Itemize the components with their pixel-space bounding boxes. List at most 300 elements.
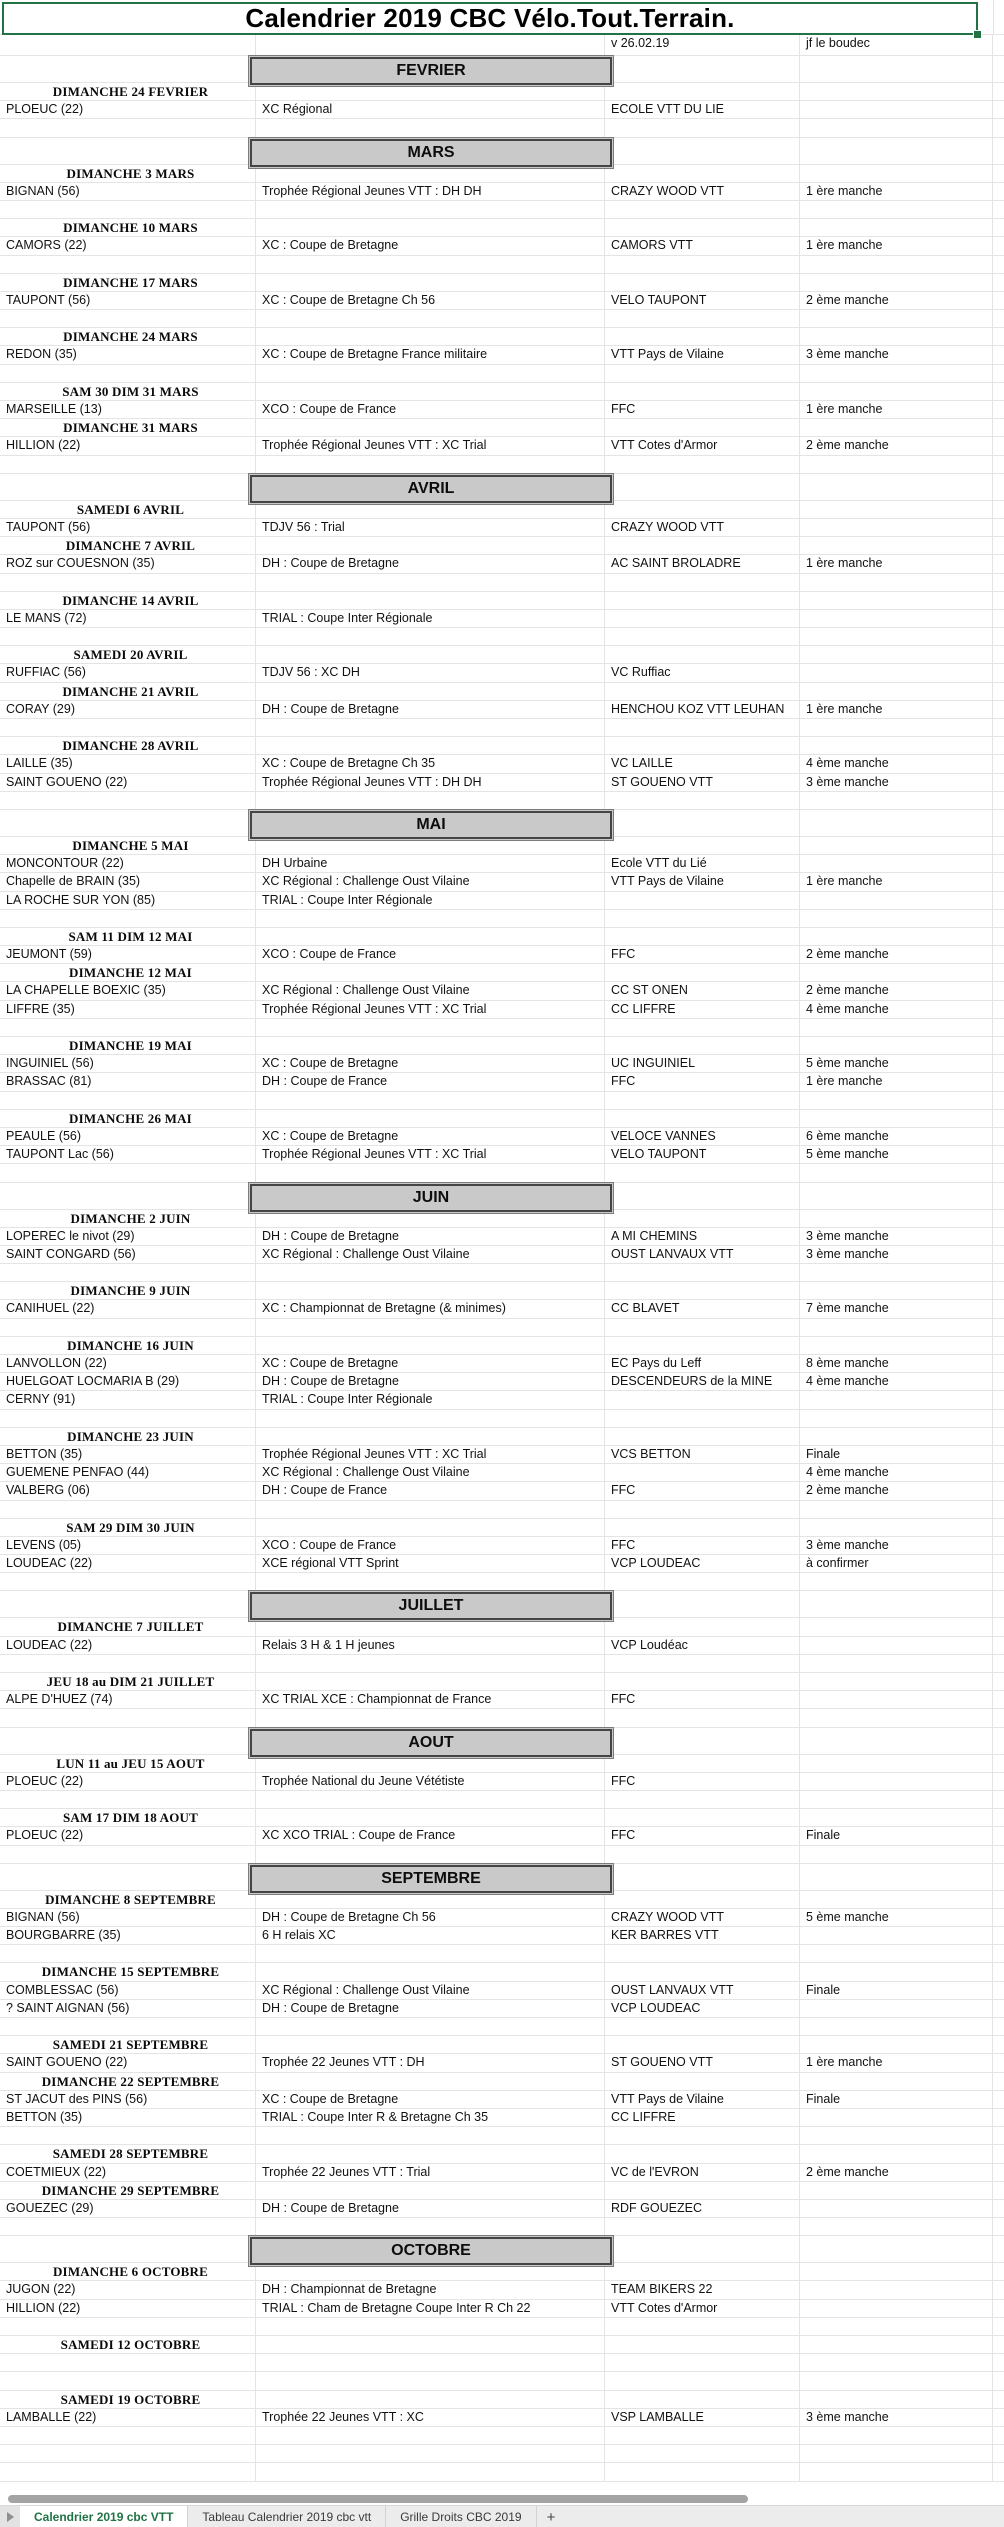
cell[interactable]	[993, 83, 1004, 100]
cell-club[interactable]: OUST LANVAUX VTT	[605, 1982, 800, 1999]
cell[interactable]	[256, 1891, 605, 1908]
cell-round[interactable]: Finale	[800, 1446, 993, 1463]
cell[interactable]	[993, 346, 1004, 363]
cell-event[interactable]: XCO : Coupe de France	[256, 946, 605, 963]
cell[interactable]	[993, 383, 1004, 400]
cell[interactable]	[800, 2391, 993, 2408]
cell[interactable]	[800, 1591, 993, 1617]
cell-event[interactable]: Trophée Régional Jeunes VTT : DH DH	[256, 774, 605, 791]
cell-round[interactable]: 1 ère manche	[800, 237, 993, 254]
cell[interactable]	[256, 1282, 605, 1299]
cell[interactable]	[993, 1146, 1004, 1163]
cell-club[interactable]: VTT Pays de Vilaine	[605, 2091, 800, 2108]
cell[interactable]	[256, 2391, 605, 2408]
cell[interactable]	[993, 1618, 1004, 1635]
cell[interactable]	[256, 737, 605, 754]
cell[interactable]	[605, 2372, 800, 2389]
cell-club[interactable]: FFC	[605, 401, 800, 418]
cell[interactable]	[605, 2463, 800, 2480]
cell-round[interactable]	[800, 892, 993, 909]
cell[interactable]	[993, 2054, 1004, 2071]
cell[interactable]	[993, 1809, 1004, 1826]
cell[interactable]	[993, 1982, 1004, 1999]
cell[interactable]	[256, 274, 605, 291]
cell-date-label[interactable]: DIMANCHE 8 SEPTEMBRE	[0, 1891, 256, 1908]
cell-event[interactable]: DH : Coupe de Bretagne	[256, 2000, 605, 2017]
cell[interactable]	[605, 646, 800, 663]
cell[interactable]	[605, 1282, 800, 1299]
cell-event[interactable]: DH : Coupe de Bretagne	[256, 1228, 605, 1245]
cell[interactable]	[605, 964, 800, 981]
cell-round[interactable]: 3 ème manche	[800, 1228, 993, 1245]
cell[interactable]	[800, 2036, 993, 2053]
cell[interactable]	[256, 2318, 605, 2335]
cell-club[interactable]: CC LIFFRE	[605, 2109, 800, 2126]
cell[interactable]	[800, 1809, 993, 1826]
cell[interactable]	[256, 2182, 605, 2199]
cell[interactable]	[800, 1755, 993, 1772]
cell-location[interactable]: TAUPONT (56)	[0, 519, 256, 536]
cell[interactable]	[605, 328, 800, 345]
cell[interactable]	[0, 2127, 256, 2144]
cell[interactable]	[800, 2354, 993, 2371]
cell[interactable]	[993, 2336, 1004, 2353]
cell-location[interactable]: ST JACUT des PINS (56)	[0, 2091, 256, 2108]
cell-event[interactable]: DH : Coupe de Bretagne	[256, 2200, 605, 2217]
cell-round[interactable]: 6 ème manche	[800, 1128, 993, 1145]
cell[interactable]	[256, 1092, 605, 1109]
cell-club[interactable]: VTT Pays de Vilaine	[605, 873, 800, 890]
cell[interactable]	[256, 837, 605, 854]
cell[interactable]	[800, 2127, 993, 2144]
cell[interactable]	[993, 1228, 1004, 1245]
cell[interactable]	[800, 2318, 993, 2335]
cell-location[interactable]: HILLION (22)	[0, 437, 256, 454]
cell-round[interactable]	[800, 2000, 993, 2017]
cell-event[interactable]: Trophée National du Jeune Vététiste	[256, 1773, 605, 1790]
cell[interactable]	[605, 1573, 800, 1590]
cell-club[interactable]: VC de l'EVRON	[605, 2164, 800, 2181]
cell[interactable]	[993, 138, 1004, 164]
cell-club[interactable]: CC LIFFRE	[605, 1001, 800, 1018]
cell-club[interactable]: CRAZY WOOD VTT	[605, 519, 800, 536]
cell[interactable]	[605, 2445, 800, 2462]
cell-event[interactable]: Trophée Régional Jeunes VTT : XC Trial	[256, 1446, 605, 1463]
cell[interactable]	[256, 1755, 605, 1772]
cell[interactable]	[993, 1927, 1004, 1944]
cell[interactable]	[256, 1210, 605, 1227]
cell[interactable]	[993, 2164, 1004, 2181]
tab-scroll-control[interactable]	[0, 2506, 20, 2527]
cell[interactable]	[800, 165, 993, 182]
cell[interactable]	[800, 2427, 993, 2444]
cell[interactable]	[993, 2036, 1004, 2053]
cell[interactable]	[993, 2391, 1004, 2408]
cell[interactable]	[605, 2018, 800, 2035]
cell-club[interactable]: VC LAILLE	[605, 755, 800, 772]
cell-location[interactable]: BIGNAN (56)	[0, 1909, 256, 1926]
cell[interactable]	[800, 810, 993, 836]
cell-location[interactable]: LEVENS (05)	[0, 1537, 256, 1554]
cell-club[interactable]: VTT Cotes d'Armor	[605, 2300, 800, 2317]
cell[interactable]	[993, 2354, 1004, 2371]
cell[interactable]	[256, 1809, 605, 1826]
cell-club[interactable]: HENCHOU KOZ VTT LEUHAN	[605, 701, 800, 718]
tab-calendrier-2019-cbc-vtt[interactable]: Calendrier 2019 cbc VTT	[20, 2506, 188, 2527]
cell[interactable]	[993, 2018, 1004, 2035]
cell-club[interactable]: VELOCE VANNES	[605, 1128, 800, 1145]
cell[interactable]	[0, 1183, 256, 1209]
cell-club[interactable]: ECOLE VTT DU LIE	[605, 101, 800, 118]
cell-event[interactable]: TRIAL : Coupe Inter Régionale	[256, 892, 605, 909]
cell-location[interactable]: GOUEZEC (29)	[0, 2200, 256, 2217]
cell[interactable]	[256, 1655, 605, 1672]
cell[interactable]	[0, 365, 256, 382]
cell[interactable]	[0, 2372, 256, 2389]
cell-location[interactable]: PLOEUC (22)	[0, 1827, 256, 1844]
cell[interactable]	[993, 2263, 1004, 2280]
cell[interactable]	[605, 1945, 800, 1962]
cell[interactable]	[800, 628, 993, 645]
cell-event[interactable]: XC Régional : Challenge Oust Vilaine	[256, 1246, 605, 1263]
cell[interactable]	[256, 592, 605, 609]
cell[interactable]	[0, 2463, 256, 2480]
cell[interactable]	[605, 1110, 800, 1127]
cell[interactable]	[993, 1728, 1004, 1754]
cell-club[interactable]: CRAZY WOOD VTT	[605, 1909, 800, 1926]
cell[interactable]	[800, 474, 993, 500]
cell[interactable]	[256, 2263, 605, 2280]
cell[interactable]	[993, 219, 1004, 236]
cell-location[interactable]: ? SAINT AIGNAN (56)	[0, 2000, 256, 2017]
cell-date-label[interactable]: DIMANCHE 10 MARS	[0, 219, 256, 236]
cell-event[interactable]: Trophée Régional Jeunes VTT : XC Trial	[256, 1001, 605, 1018]
cell[interactable]	[0, 574, 256, 591]
cell[interactable]	[993, 1428, 1004, 1445]
cell[interactable]	[993, 419, 1004, 436]
cell-location[interactable]: JUGON (22)	[0, 2281, 256, 2298]
cell[interactable]	[256, 1519, 605, 1536]
month-header-fevrier[interactable]: FEVRIER	[250, 57, 612, 85]
cell-club[interactable]: FFC	[605, 1827, 800, 1844]
cell[interactable]	[993, 1001, 1004, 1018]
cell[interactable]	[993, 437, 1004, 454]
cell[interactable]	[993, 755, 1004, 772]
cell[interactable]	[605, 683, 800, 700]
cell[interactable]	[605, 2236, 800, 2262]
cell[interactable]	[605, 1183, 800, 1209]
cell[interactable]	[0, 1019, 256, 1036]
cell-date-label[interactable]: DIMANCHE 14 AVRIL	[0, 592, 256, 609]
cell-location[interactable]: REDON (35)	[0, 346, 256, 363]
cell[interactable]	[0, 910, 256, 927]
cell-location[interactable]: BETTON (35)	[0, 1446, 256, 1463]
cell-event[interactable]: Trophée 22 Jeunes VTT : Trial	[256, 2164, 605, 2181]
cell-event[interactable]: XC Régional : Challenge Oust Vilaine	[256, 873, 605, 890]
cell[interactable]	[605, 737, 800, 754]
cell[interactable]	[993, 2300, 1004, 2317]
cell[interactable]	[993, 1773, 1004, 1790]
cell-event[interactable]: TRIAL : Coupe Inter Régionale	[256, 1391, 605, 1408]
cell[interactable]	[800, 1618, 993, 1635]
cell-date-label[interactable]: SAM 11 DIM 12 MAI	[0, 928, 256, 945]
cell-location[interactable]: COETMIEUX (22)	[0, 2164, 256, 2181]
cell[interactable]	[993, 2372, 1004, 2389]
cell[interactable]	[993, 1573, 1004, 1590]
cell[interactable]	[800, 1709, 993, 1726]
cell[interactable]	[800, 1428, 993, 1445]
cell-date-label[interactable]: DIMANCHE 24 FEVRIER	[0, 83, 256, 100]
cell-date-label[interactable]: DIMANCHE 12 MAI	[0, 964, 256, 981]
cell[interactable]	[800, 328, 993, 345]
cell[interactable]	[0, 2445, 256, 2462]
cell-round[interactable]: 4 ème manche	[800, 1373, 993, 1390]
cell[interactable]	[993, 365, 1004, 382]
cell[interactable]	[993, 1110, 1004, 1127]
cell-event[interactable]: DH : Coupe de Bretagne Ch 56	[256, 1909, 605, 1926]
cell[interactable]	[0, 310, 256, 327]
cell-location[interactable]: PLOEUC (22)	[0, 1773, 256, 1790]
cell[interactable]	[605, 2427, 800, 2444]
cell[interactable]	[0, 1092, 256, 1109]
cell[interactable]	[993, 1092, 1004, 1109]
cell-location[interactable]: VALBERG (06)	[0, 1482, 256, 1499]
cell[interactable]	[800, 201, 993, 218]
cell[interactable]	[0, 1846, 256, 1863]
cell-event[interactable]: TRIAL : Coupe Inter R & Bretagne Ch 35	[256, 2109, 605, 2126]
cell[interactable]	[800, 1655, 993, 1672]
cell[interactable]	[256, 2218, 605, 2235]
cell[interactable]	[605, 574, 800, 591]
cell[interactable]	[605, 1864, 800, 1890]
cell-date-label[interactable]: DIMANCHE 16 JUIN	[0, 1337, 256, 1354]
cell-location[interactable]: Chapelle de BRAIN (35)	[0, 873, 256, 890]
cell[interactable]	[993, 1637, 1004, 1654]
cell[interactable]	[605, 274, 800, 291]
cell[interactable]	[605, 1755, 800, 1772]
cell[interactable]	[0, 1264, 256, 1281]
cell[interactable]	[800, 365, 993, 382]
cell[interactable]	[605, 910, 800, 927]
cell-event[interactable]: Relais 3 H & 1 H jeunes	[256, 1637, 605, 1654]
cell-date-label[interactable]: DIMANCHE 7 JUILLET	[0, 1618, 256, 1635]
cell-event[interactable]: XC Régional : Challenge Oust Vilaine	[256, 1982, 605, 1999]
cell[interactable]	[993, 664, 1004, 681]
cell[interactable]	[800, 501, 993, 518]
cell[interactable]	[0, 1319, 256, 1336]
month-header-mai[interactable]: MAI	[250, 811, 612, 839]
title-cell-selected[interactable]: Calendrier 2019 CBC Vélo.Tout.Terrain.	[2, 2, 978, 35]
cell-club[interactable]: VSP LAMBALLE	[605, 2409, 800, 2426]
cell[interactable]	[800, 2336, 993, 2353]
cell[interactable]	[605, 2073, 800, 2090]
cell[interactable]	[605, 1337, 800, 1354]
cell-club[interactable]: VCS BETTON	[605, 1446, 800, 1463]
month-header-aout[interactable]: AOUT	[250, 1729, 612, 1757]
cell[interactable]	[993, 701, 1004, 718]
cell[interactable]	[605, 1846, 800, 1863]
cell-round[interactable]	[800, 519, 993, 536]
cell[interactable]	[605, 310, 800, 327]
cell[interactable]	[605, 201, 800, 218]
cell[interactable]	[605, 419, 800, 436]
cell[interactable]	[993, 1555, 1004, 1572]
cell-event[interactable]: XC : Coupe de Bretagne Ch 35	[256, 755, 605, 772]
cell[interactable]	[993, 1300, 1004, 1317]
cell-location[interactable]: MONCONTOUR (22)	[0, 855, 256, 872]
cell-location[interactable]: LAILLE (35)	[0, 755, 256, 772]
cell-date-label[interactable]: DIMANCHE 15 SEPTEMBRE	[0, 1963, 256, 1980]
cell-club[interactable]: VCP Loudéac	[605, 1637, 800, 1654]
cell-club[interactable]: RDF GOUEZEC	[605, 2200, 800, 2217]
cell-club[interactable]: VCP LOUDEAC	[605, 2000, 800, 2017]
cell[interactable]	[256, 419, 605, 436]
cell[interactable]	[605, 1210, 800, 1227]
cell[interactable]	[605, 2145, 800, 2162]
cell[interactable]	[0, 2318, 256, 2335]
cell-location[interactable]: LANVOLLON (22)	[0, 1355, 256, 1372]
cell-location[interactable]: ROZ sur COUESNON (35)	[0, 555, 256, 572]
cell[interactable]	[993, 1446, 1004, 1463]
cell-round[interactable]: Finale	[800, 1827, 993, 1844]
cell-club[interactable]: VCP LOUDEAC	[605, 1555, 800, 1572]
cell[interactable]	[0, 1655, 256, 1672]
cell[interactable]	[0, 1591, 256, 1617]
cell[interactable]	[256, 1319, 605, 1336]
cell-event[interactable]: XCO : Coupe de France	[256, 401, 605, 418]
cell[interactable]	[256, 792, 605, 809]
cell[interactable]	[800, 1410, 993, 1427]
cell-location[interactable]: HUELGOAT LOCMARIA B (29)	[0, 1373, 256, 1390]
cell[interactable]	[0, 119, 256, 136]
cell[interactable]	[800, 1264, 993, 1281]
cell-location[interactable]: LE MANS (72)	[0, 610, 256, 627]
cell-location[interactable]: RUFFIAC (56)	[0, 664, 256, 681]
cell-location[interactable]: COMBLESSAC (56)	[0, 1982, 256, 1999]
cell-event[interactable]: DH : Coupe de Bretagne	[256, 555, 605, 572]
cell[interactable]	[605, 2318, 800, 2335]
cell-round[interactable]: 3 ème manche	[800, 2409, 993, 2426]
cell-club[interactable]: CRAZY WOOD VTT	[605, 183, 800, 200]
cell-event[interactable]: XC : Coupe de Bretagne	[256, 1128, 605, 1145]
cell[interactable]	[993, 56, 1004, 82]
cell[interactable]	[800, 383, 993, 400]
cell[interactable]	[256, 2073, 605, 2090]
cell-club[interactable]: ST GOUENO VTT	[605, 774, 800, 791]
cell-event[interactable]: TRIAL : Coupe Inter Régionale	[256, 610, 605, 627]
cell[interactable]	[800, 1037, 993, 1054]
cell-round[interactable]	[800, 1773, 993, 1790]
cell[interactable]	[256, 2145, 605, 2162]
cell[interactable]	[993, 1055, 1004, 1072]
cell[interactable]	[256, 2354, 605, 2371]
cell[interactable]	[0, 2218, 256, 2235]
cell[interactable]	[993, 35, 1004, 55]
cell-date-label[interactable]: DIMANCHE 22 SEPTEMBRE	[0, 2073, 256, 2090]
cell-date-label[interactable]: LUN 11 au JEU 15 AOUT	[0, 1755, 256, 1772]
cell[interactable]	[605, 928, 800, 945]
cell[interactable]	[993, 1264, 1004, 1281]
cell-location[interactable]: TAUPONT (56)	[0, 292, 256, 309]
cell[interactable]	[605, 1019, 800, 1036]
cell[interactable]	[993, 1691, 1004, 1708]
cell[interactable]	[256, 1618, 605, 1635]
version-cell[interactable]: v 26.02.19	[605, 35, 800, 55]
cell[interactable]	[993, 610, 1004, 627]
cell[interactable]	[993, 1519, 1004, 1536]
cell[interactable]	[800, 256, 993, 273]
cell[interactable]	[800, 419, 993, 436]
cell-location[interactable]: CAMORS (22)	[0, 237, 256, 254]
cell[interactable]	[605, 1655, 800, 1672]
horizontal-scrollbar-thumb[interactable]	[8, 2495, 748, 2503]
cell[interactable]	[993, 1482, 1004, 1499]
cell[interactable]	[0, 456, 256, 473]
cell[interactable]	[993, 774, 1004, 791]
cell-location[interactable]: BETTON (35)	[0, 2109, 256, 2126]
cell[interactable]	[605, 792, 800, 809]
cell-club[interactable]: ST GOUENO VTT	[605, 2054, 800, 2071]
cell-round[interactable]: 1 ère manche	[800, 401, 993, 418]
cell-event[interactable]: XC Régional : Challenge Oust Vilaine	[256, 982, 605, 999]
cell[interactable]	[993, 1464, 1004, 1481]
cell[interactable]	[605, 1164, 800, 1181]
cell-location[interactable]: TAUPONT Lac (56)	[0, 1146, 256, 1163]
cell-date-label[interactable]: DIMANCHE 7 AVRIL	[0, 537, 256, 554]
cell-date-label[interactable]: SAMEDI 20 AVRIL	[0, 646, 256, 663]
cell[interactable]	[0, 1709, 256, 1726]
cell-round[interactable]: 1 ère manche	[800, 183, 993, 200]
cell-location[interactable]: LOUDEAC (22)	[0, 1637, 256, 1654]
cell[interactable]	[993, 1410, 1004, 1427]
cell[interactable]	[993, 1537, 1004, 1554]
cell[interactable]	[256, 1410, 605, 1427]
cell[interactable]	[993, 1282, 1004, 1299]
cell[interactable]	[800, 1945, 993, 1962]
cell-location[interactable]: JEUMONT (59)	[0, 946, 256, 963]
cell[interactable]	[800, 56, 993, 82]
cell[interactable]	[605, 1728, 800, 1754]
cell[interactable]	[0, 719, 256, 736]
cell[interactable]	[993, 292, 1004, 309]
cell[interactable]	[605, 1891, 800, 1908]
cell[interactable]	[993, 737, 1004, 754]
cell[interactable]	[256, 1019, 605, 1036]
cell[interactable]	[0, 474, 256, 500]
cell[interactable]	[256, 1110, 605, 1127]
cell[interactable]	[605, 1963, 800, 1980]
cell[interactable]	[256, 219, 605, 236]
cell[interactable]	[800, 1092, 993, 1109]
cell[interactable]	[256, 964, 605, 981]
cell[interactable]	[993, 646, 1004, 663]
cell[interactable]	[256, 328, 605, 345]
cell-event[interactable]: XC : Championnat de Bretagne (& minimes)	[256, 1300, 605, 1317]
cell-date-label[interactable]: SAM 29 DIM 30 JUIN	[0, 1519, 256, 1536]
cell-club[interactable]: VELO TAUPONT	[605, 292, 800, 309]
cell[interactable]	[256, 628, 605, 645]
cell[interactable]	[0, 35, 256, 55]
cell[interactable]	[256, 456, 605, 473]
cell-event[interactable]: DH : Coupe de Bretagne	[256, 1373, 605, 1390]
cell-round[interactable]: 4 ème manche	[800, 755, 993, 772]
cell[interactable]	[256, 365, 605, 382]
cell-club[interactable]	[605, 610, 800, 627]
cell[interactable]	[993, 1319, 1004, 1336]
cell-event[interactable]: Trophée 22 Jeunes VTT : DH	[256, 2054, 605, 2071]
cell-club[interactable]: CC BLAVET	[605, 1300, 800, 1317]
cell[interactable]	[993, 201, 1004, 218]
